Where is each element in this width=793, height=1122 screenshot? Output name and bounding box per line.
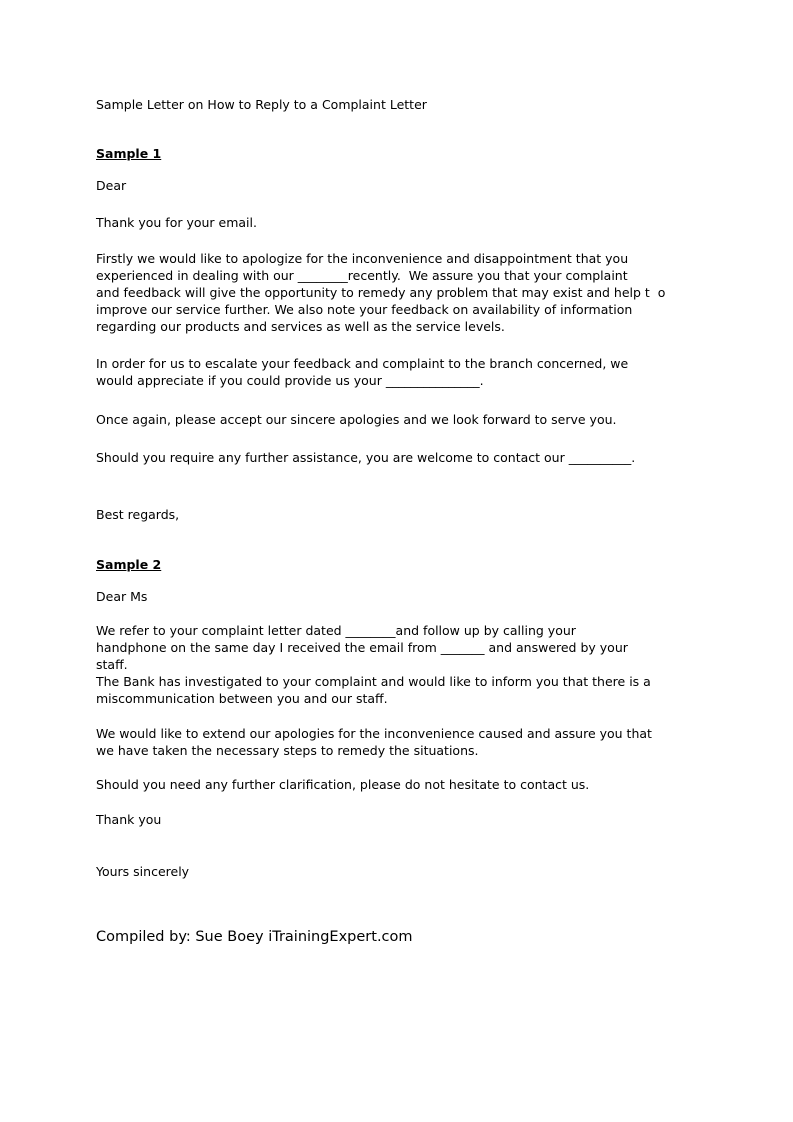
sample-1-paragraph-line: In order for us to escalate your feedback and complaint to the branch concerned, we: [96, 356, 629, 371]
sample-1-thanks: Thank you for your email.: [96, 215, 257, 230]
sample-2-closing: Yours sincerely: [96, 864, 190, 879]
sample-2-paragraph-line: We would like to extend our apologies for the inconvenience caused and assure you that: [96, 726, 652, 741]
sample-1-paragraph-line: and feedback will give the opportunity to remedy any problem that may exist and help t o: [96, 285, 666, 300]
document-title: Sample Letter on How to Reply to a Complaint Letter: [96, 97, 427, 112]
sample-2-heading: Sample 2: [96, 557, 162, 572]
sample-2-paragraph-line: The Bank has investigated to your complaint and would like to inform you that there is a: [96, 674, 651, 689]
sample-2-thanks: Thank you: [96, 812, 162, 827]
sample-1-paragraph-line: would appreciate if you could provide us your _______________.: [96, 373, 484, 388]
footer-credit: Compiled by: Sue Boey iTrainingExpert.com: [96, 929, 413, 945]
sample-2-paragraph-line: handphone on the same day I received the email from _______ and answered by your: [96, 640, 628, 655]
sample-2-paragraph-line: miscommunication between you and our staff.: [96, 691, 388, 706]
sample-2-salutation: Dear Ms: [96, 589, 148, 604]
sample-2-clarification: Should you need any further clarification, please do not hesitate to contact us.: [96, 777, 590, 792]
sample-1-paragraph-line: Firstly we would like to apologize for the inconvenience and disappointment that you: [96, 251, 629, 266]
sample-1-paragraph-line: regarding our products and services as well as the service levels.: [96, 319, 505, 334]
sample-1-apology: Once again, please accept our sincere apologies and we look forward to serve you.: [96, 412, 617, 427]
sample-2-paragraph-line: We refer to your complaint letter dated ________and follow up by calling your: [96, 623, 576, 638]
sample-1-heading: Sample 1: [96, 146, 162, 161]
sample-1-salutation: Dear: [96, 178, 127, 193]
sample-1-paragraph-line: experienced in dealing with our ________recently. We assure you that your complaint: [96, 268, 628, 283]
sample-2-paragraph-line: staff.: [96, 657, 128, 672]
sample-2-paragraph-line: we have taken the necessary steps to remedy the situations.: [96, 743, 479, 758]
sample-1-paragraph-line: improve our service further. We also note your feedback on availability of information: [96, 302, 633, 317]
sample-1-closing: Best regards,: [96, 507, 180, 522]
sample-1-contact: Should you require any further assistance, you are welcome to contact our __________.: [96, 450, 636, 465]
